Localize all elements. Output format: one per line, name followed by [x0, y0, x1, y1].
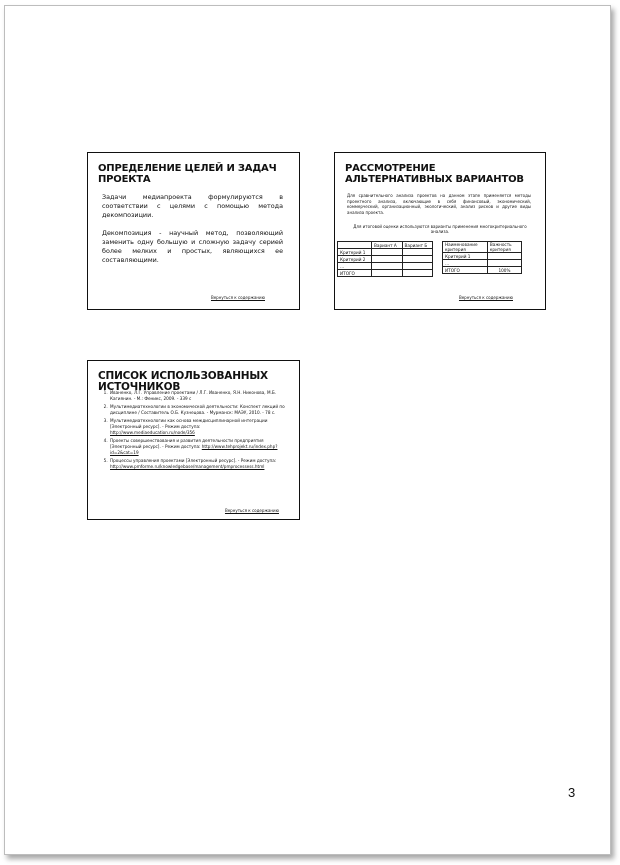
list-item: [109, 418, 285, 437]
table-row: [338, 270, 433, 277]
table-row: [338, 263, 433, 270]
table-header-row: [338, 242, 433, 249]
table-row: [338, 256, 433, 263]
table-cell: 100%: [487, 267, 521, 274]
table-cell: [402, 249, 433, 256]
table-row: [338, 249, 433, 256]
slide-title: СПИСОК ИСПОЛЬЗОВАННЫХ ИСТОЧНИКОВ: [98, 370, 268, 393]
table-cell: [372, 249, 403, 256]
table-row: [443, 253, 522, 260]
table-cell: [372, 256, 403, 263]
slide-alternatives: [334, 152, 546, 310]
slide-intro-text: Для сравнительного анализа проектов на данном этапе применяется методы проектного анализа, включающие в себя финансовый, экономический, коммерческий, организационный, экологический, анализ рисков и другие виды анализа проекта.: [347, 193, 531, 215]
back-to-contents-link[interactable]: Вернуться к содержанию: [224, 508, 279, 513]
table-cell: …: [443, 260, 488, 267]
table-cell: …: [338, 263, 372, 270]
list-item: [109, 438, 285, 457]
reference-link[interactable]: http://www.tehprojekt.ru/index.php?id=2&cat=19: [110, 444, 278, 456]
reference-text: Иваненко, Л.Г. Управление проектами / Л.Г. Иваненко, Я.Н. Никонова, М.Б. Кагиянин. - М.: Феникс, 2009. - 339 с: [110, 390, 277, 402]
slide-caption: Для итоговой оценки используются варианты применения многокритериального анализа.: [353, 224, 527, 234]
reference-text: Мультимедиатехнологии в экономической деятельности: Конспект лекций по дисциплине / Составитель О.Б. Кузнецова. - Мурманск: МАЭУ, 2010. - 78 с.: [110, 403, 285, 416]
slide-paragraph: Декомпозиция - научный метод, позволяющий заменить одну большую и сложную задачу серией более мелких и простых, являющихся ее составляющими.: [102, 229, 283, 264]
slide-paragraph: Задачи медиапроекта формулируются в соответствии с целями с помощью метода декомпозиции.: [102, 193, 283, 219]
reference-text: Проекты совершенствования и развития деятельности предприятия [Электронный ресурс]. - Режим доступа:: [110, 437, 264, 450]
table-header-cell: Вариант Б: [402, 242, 433, 249]
table-cell: [402, 256, 433, 263]
table-cell: [372, 263, 403, 270]
references-list: [100, 390, 285, 472]
criteria-weight-table: [442, 241, 522, 274]
table-header-cell: Наименование критерия: [443, 242, 488, 253]
list-item: [109, 458, 285, 470]
table-cell: [402, 270, 433, 277]
list-item: [109, 404, 285, 416]
reference-text: Процессы управления проектами [Электронный ресурс]. - Режим доступа:: [110, 458, 277, 464]
variants-table: [337, 241, 433, 277]
table-header-cell: Важность критерия: [487, 242, 521, 253]
reference-link[interactable]: http://www.mediaeducation.ru/node/356: [110, 430, 195, 436]
table-header-cell: Вариант А: [372, 242, 403, 249]
table-cell: Критерий 1: [443, 253, 488, 260]
table-row: [443, 260, 522, 267]
back-to-contents-link[interactable]: Вернуться к содержанию: [210, 295, 265, 300]
table-cell: [487, 253, 521, 260]
document-page: [4, 5, 611, 855]
table-cell: [372, 270, 403, 277]
slide-references: [87, 360, 300, 520]
slide-title: ОПРЕДЕЛЕНИЕ ЦЕЛЕЙ И ЗАДАЧ ПРОЕКТА: [98, 163, 277, 185]
slide-goals-and-tasks: [87, 152, 300, 310]
reference-text: Мультимедиатехнологии как основа междисциплинарной интеграции [Электронный ресурс]. - Режим доступа:: [110, 417, 268, 430]
list-item: [109, 390, 285, 402]
table-cell: Критерий 1: [338, 249, 372, 256]
table-cell: [402, 263, 433, 270]
table-header-cell: [338, 242, 372, 249]
table-cell: ИТОГО: [443, 267, 488, 274]
table-cell: ИТОГО: [338, 270, 372, 277]
table-header-row: [443, 242, 522, 253]
table-cell: [487, 260, 521, 267]
table-cell: Критерий 2: [338, 256, 372, 263]
reference-link[interactable]: http://www.pmforme.ru/knowledgebase/management/pmprocessess.html: [110, 464, 265, 470]
page-number: 3: [568, 785, 576, 800]
slide-title: РАССМОТРЕНИЕ АЛЬТЕРНАТИВНЫХ ВАРИАНТОВ: [345, 163, 524, 185]
table-row: [443, 267, 522, 274]
back-to-contents-link[interactable]: Вернуться к содержанию: [458, 295, 513, 300]
